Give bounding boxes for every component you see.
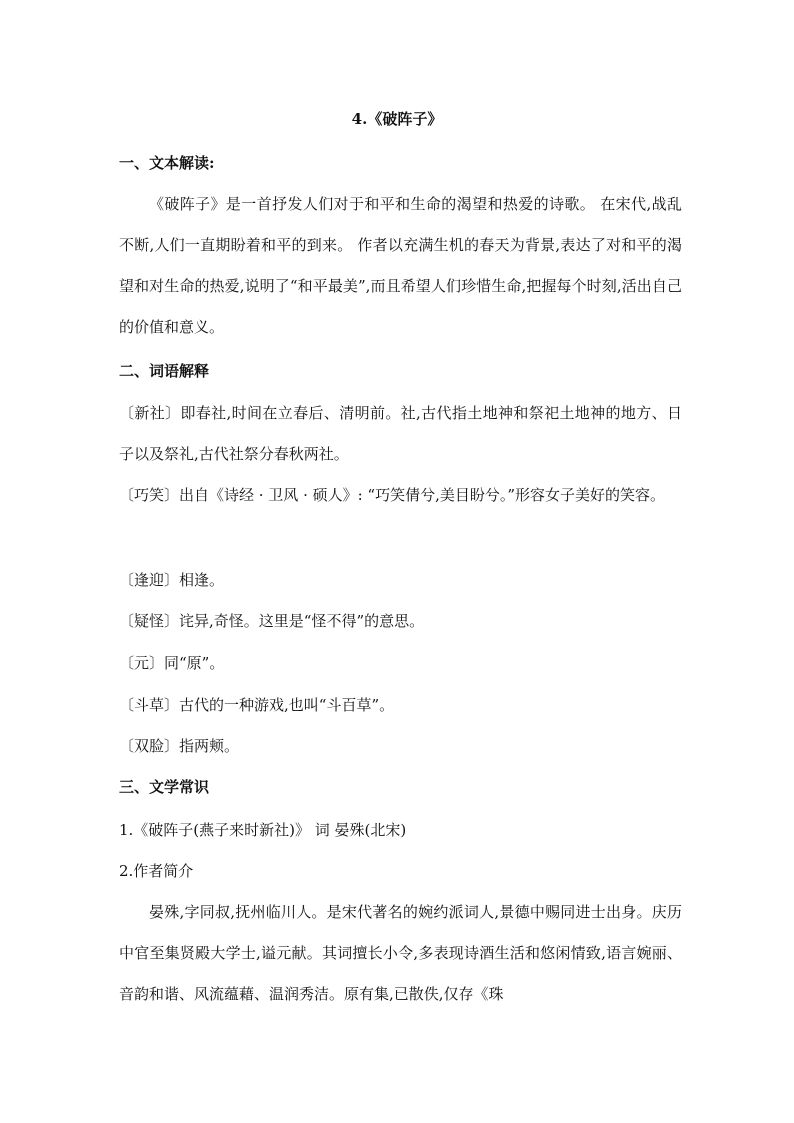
word-entry-doucao: 〔斗草〕古代的一种游戏,也叫“斗百草”。 xyxy=(119,696,395,714)
section-heading-text-interpretation: 一、文本解读: xyxy=(119,154,215,172)
literary-item-author-intro: 2.作者简介 xyxy=(119,862,194,880)
literary-item-poem: 1.《破阵子(燕子来时新社)》 词 晏殊(北宋) xyxy=(119,821,407,839)
word-entry-qiaoxiao: 〔巧笑〕出自《诗经 · 卫风 · 硕人》: “巧笑倩兮,美目盼兮。”形容女子美好的笑容。 xyxy=(119,486,666,504)
word-entry-yiguai: 〔疑怪〕诧异,奇怪。这里是“怪不得”的意思。 xyxy=(119,612,425,630)
section-heading-literary-knowledge: 三、文学常识 xyxy=(119,778,210,796)
author-bio-paragraph: 晏殊,字同叔,抚州临川人。是宋代著名的婉约派词人,景德中赐同进士出身。庆历中官至集贤殿大学士,谥元献。其词擅长小令,多表现诗酒生活和悠闲情致,语言婉丽、音韵和谐、风流蕴藉、温润秀洁。原有集,已散佚,仅存《珠 xyxy=(119,903,682,1003)
word-entry-shuanglian: 〔双脸〕指两颊。 xyxy=(119,737,240,755)
word-entry-yuan: 〔元〕同“原”。 xyxy=(119,654,225,672)
page-title: 4.《破阵子》 xyxy=(351,110,443,128)
word-entry-fengying: 〔逢迎〕相逢。 xyxy=(119,571,225,589)
section-heading-word-explanation: 二、词语解释 xyxy=(119,362,210,380)
word-entry-xinshe: 〔新社〕即春社,时间在立春后、清明前。社,古代指土地神和祭祀土地神的地方、日子以及祭礼,古代社祭分春秋两社。 xyxy=(119,404,682,463)
interpretation-paragraph: 《破阵子》是一首抒发人们对于和平和生命的渴望和热爱的诗歌。 在宋代,战乱不断,人们一直期盼着和平的到来。 作者以充满生机的春天为背景,表达了对和平的渴望和对生命的热爱,说明了“和平最美”,而且希望人们珍惜生命,把握每个时刻,活出自己的价值和意义。 xyxy=(119,195,682,336)
